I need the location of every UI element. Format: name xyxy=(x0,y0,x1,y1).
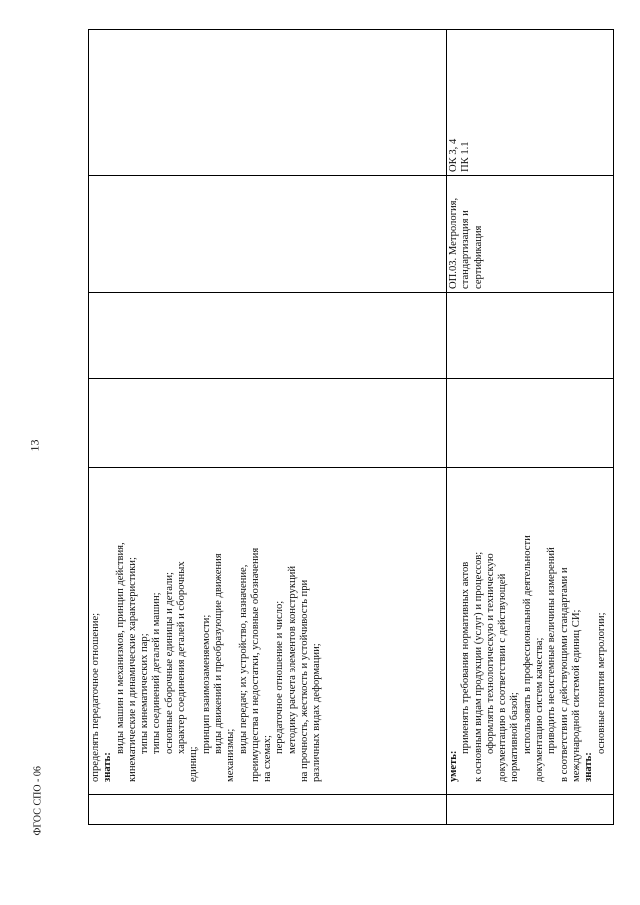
requirement-line: к основным видам продукции (услуг) и процессов; xyxy=(472,551,484,782)
table-row xyxy=(89,30,447,825)
requirement-line: методику расчета элементов конструкций xyxy=(286,565,298,754)
competency-table xyxy=(88,29,614,825)
discipline-line: ОП.03. Метрология, xyxy=(448,197,459,289)
requirement-line: характер соединения деталей и сборочных xyxy=(176,561,188,754)
requirement-line: единиц; xyxy=(188,746,200,782)
footer-standard-label: ФГОС СПО - 06 xyxy=(32,766,44,836)
requirement-line: механизмы; xyxy=(225,728,237,782)
rotated-table-frame xyxy=(88,30,613,825)
requirement-line: определять передаточное отношение; xyxy=(90,612,101,782)
section-heading-know: знать: xyxy=(102,752,114,782)
requirement-line: принцип взаимозаменяемости; xyxy=(200,614,212,754)
table-cell-empty xyxy=(89,176,447,293)
requirement-line: виды движений и преобразующие движения xyxy=(212,553,224,754)
table-cell-requirements xyxy=(447,468,614,795)
requirement-line: нормативной базой; xyxy=(509,692,521,782)
discipline-line: сертификация xyxy=(472,225,484,289)
requirement-line: передаточное отношение и число; xyxy=(274,600,286,754)
table-cell-empty xyxy=(89,379,447,468)
requirement-line: типы соединений деталей и машин; xyxy=(151,592,163,754)
requirement-line: документацию в соответствии с действующей xyxy=(497,573,509,782)
section-heading-know: знать: xyxy=(583,752,595,782)
requirement-line: преимущества и недостатки, условные обозначения xyxy=(249,547,261,782)
requirement-line: на схемах; xyxy=(262,735,274,782)
requirement-line: международной системой единиц СИ; xyxy=(570,609,582,782)
requirement-line: типы кинематических пар; xyxy=(139,633,151,754)
table-cell-index xyxy=(89,795,447,825)
discipline-line: стандартизация и xyxy=(460,210,472,289)
requirement-line: основные понятия метрологии; xyxy=(595,612,607,754)
requirement-line: документацию систем качества; xyxy=(534,637,546,782)
requirement-line: основные сборочные единицы и детали; xyxy=(163,572,175,754)
requirement-line: использовать в профессиональной деятельности xyxy=(521,535,533,754)
requirement-line: различных видах деформации; xyxy=(311,643,323,782)
table-cell-competencies xyxy=(447,30,614,176)
requirement-line: кинематические и динамические характеристики; xyxy=(126,557,138,782)
requirement-line: виды машин и механизмов, принцип действия, xyxy=(114,542,126,754)
section-heading-can: уметь: xyxy=(448,750,459,782)
requirement-line: в соответствии с действующими стандартами и xyxy=(558,567,570,782)
table-cell-empty xyxy=(89,30,447,176)
page-number: 13 xyxy=(27,439,42,452)
competency-line: ОК 3, 4 xyxy=(448,138,459,172)
table-cell-requirements xyxy=(89,468,447,795)
table-row xyxy=(447,30,614,825)
table-cell-empty xyxy=(89,293,447,379)
requirement-line: применять требования нормативных актов xyxy=(460,561,472,754)
table-cell-empty xyxy=(447,379,614,468)
requirement-line: приводить несистемные величины измерений xyxy=(546,547,558,754)
requirement-line: оформлять технологическую и техническую xyxy=(484,553,496,754)
table-cell-empty xyxy=(447,293,614,379)
competency-line: ПК 1.1 xyxy=(460,141,472,172)
table-cell-index xyxy=(447,795,614,825)
requirement-line: виды передач; их устройство, назначение, xyxy=(237,564,249,754)
table-cell-discipline xyxy=(447,176,614,293)
requirement-line: на прочность, жесткость и устойчивость при xyxy=(299,579,311,782)
